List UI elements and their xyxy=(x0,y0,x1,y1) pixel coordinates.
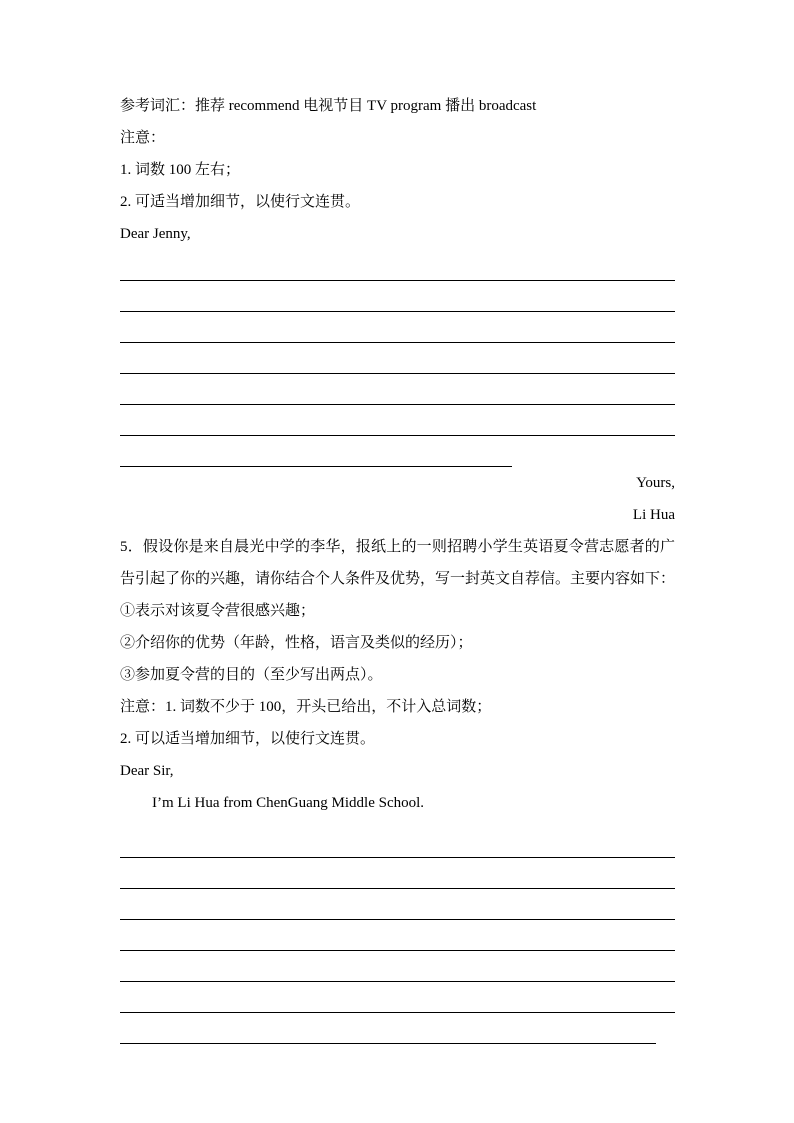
writing-line xyxy=(120,951,675,982)
notes-label: 注意： xyxy=(120,130,166,146)
reference-vocabulary: 参考词汇：推荐 recommend 电视节目 TV program 播出 broadcast xyxy=(120,98,537,114)
writing-line xyxy=(120,889,675,920)
task2-prompt: 5．假设你是来自晨光中学的李华，报纸上的一则招聘小学生英语夏令营志愿者的广告引起了你的兴趣，请你结合个人条件及优势，写一封英文自荐信。主要内容如下： xyxy=(120,539,676,587)
writing-line xyxy=(120,920,675,951)
writing-line xyxy=(120,250,675,281)
writing-line xyxy=(120,827,675,858)
task2-point-3: ③参加夏令营的目的（至少写出两点）。 xyxy=(120,667,383,683)
writing-area-2 xyxy=(120,827,675,1044)
writing-line xyxy=(120,405,675,436)
writing-line xyxy=(120,374,675,405)
task2-note-1: 注意：1. 词数不少于 100，开头已给出，不计入总词数； xyxy=(120,699,492,715)
task2-point-1: ①表示对该夏令营很感兴趣； xyxy=(120,603,316,619)
writing-line xyxy=(120,312,675,343)
task1-closing: Yours, xyxy=(636,475,675,491)
task1-signature: Li Hua xyxy=(632,507,675,523)
writing-line-short xyxy=(120,1013,656,1044)
task1-note-1: 1. 词数 100 左右； xyxy=(120,162,241,178)
writing-line xyxy=(120,343,675,374)
task1-salutation: Dear Jenny, xyxy=(120,226,191,242)
task2-note-2: 2. 可以适当增加细节，以使行文连贯。 xyxy=(120,731,376,747)
writing-line xyxy=(120,982,675,1013)
task2-opening-sentence: I’m Li Hua from ChenGuang Middle School. xyxy=(152,795,425,811)
writing-line xyxy=(120,858,675,889)
writing-area-1 xyxy=(120,250,675,467)
task2-salutation: Dear Sir, xyxy=(120,763,174,779)
task1-note-2: 2. 可适当增加细节，以使行文连贯。 xyxy=(120,194,361,210)
writing-line-short xyxy=(120,436,512,467)
writing-line xyxy=(120,281,675,312)
task2-point-2: ②介绍你的优势（年龄，性格，语言及类似的经历）； xyxy=(120,635,473,651)
